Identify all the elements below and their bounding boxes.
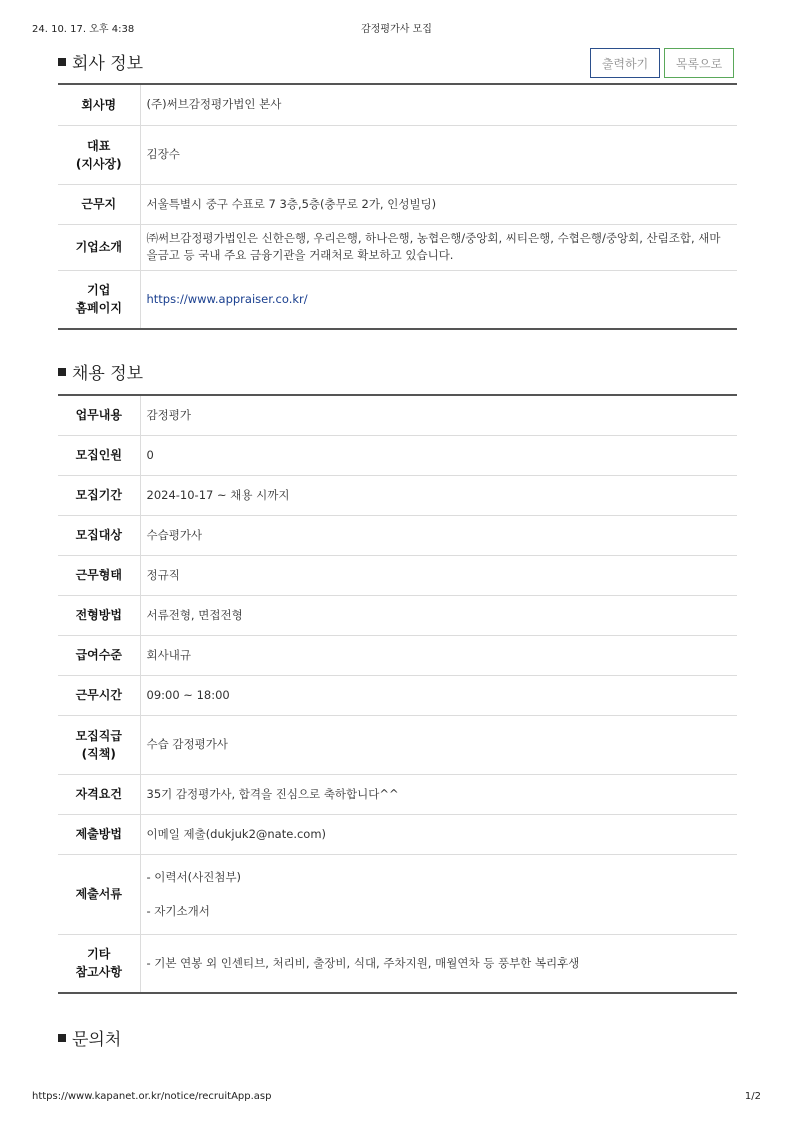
row-value: 이메일 제출(dukjuk2@nate.com) xyxy=(140,814,737,854)
homepage-cell xyxy=(140,270,737,329)
row-label: 모집기간 xyxy=(58,475,140,515)
contact-section-header xyxy=(58,1025,121,1050)
row-value: 감정평가 xyxy=(140,395,737,435)
row-label: 자격요건 xyxy=(58,774,140,814)
company-intro-value: ㈜써브감정평가법인은 신한은행, 우리은행, 하나은행, 농협은행/중앙회, 씨티은행, 수협은행/중앙회, 산림조합, 새마을금고 등 국내 주요 금융기관을 거래처로 확보하고 있습니다. xyxy=(140,224,737,270)
table-row xyxy=(58,515,737,555)
print-footer xyxy=(32,1091,761,1107)
contact-section-heading: 문의처 xyxy=(72,1030,122,1050)
table-row xyxy=(58,934,737,993)
row-label: 급여수준 xyxy=(58,635,140,675)
print-date: 24. 10. 17. 오후 4:38 xyxy=(32,24,135,35)
table-row xyxy=(58,84,737,125)
table-row xyxy=(58,435,737,475)
toolbar xyxy=(590,48,734,78)
recruit-info-table xyxy=(58,394,737,994)
row-label: 제출서류 xyxy=(58,854,140,934)
row-value: 회사내규 xyxy=(140,635,737,675)
row-value: 35기 감정평가사, 합격을 진심으로 축하합니다^^ xyxy=(140,774,737,814)
row-label: 모집인원 xyxy=(58,435,140,475)
row-value: 수습 감정평가사 xyxy=(140,715,737,774)
table-row xyxy=(58,184,737,224)
row-label: 근무지 xyxy=(58,184,140,224)
page-number: 1/2 xyxy=(744,1091,761,1102)
row-value: 정규직 xyxy=(140,555,737,595)
row-label: 제출방법 xyxy=(58,814,140,854)
work-location-value: 서울특별시 중구 수표로 7 3층,5층(충무로 2가, 인성빌딩) xyxy=(140,184,737,224)
homepage-link[interactable]: https://www.appraiser.co.kr/ xyxy=(146,291,308,306)
row-value: 09:00 ~ 18:00 xyxy=(140,675,737,715)
recruit-section-header xyxy=(58,359,143,384)
table-row xyxy=(58,475,737,515)
table-row xyxy=(58,270,737,329)
row-value: 수습평가사 xyxy=(140,515,737,555)
table-row xyxy=(58,635,737,675)
table-row xyxy=(58,774,737,814)
table-row xyxy=(58,395,737,435)
recruit-section-heading: 채용 정보 xyxy=(72,364,144,384)
table-row xyxy=(58,675,737,715)
row-label: 근무시간 xyxy=(58,675,140,715)
company-info-table xyxy=(58,83,737,330)
table-row xyxy=(58,224,737,270)
row-label: 기업소개 xyxy=(58,224,140,270)
table-row xyxy=(58,595,737,635)
back-to-list-button[interactable]: 목록으로 xyxy=(664,48,734,78)
square-bullet-icon xyxy=(58,58,66,66)
company-section-header xyxy=(58,49,143,74)
print-button[interactable]: 출력하기 xyxy=(590,48,660,78)
table-row xyxy=(58,854,737,934)
row-label: 기업 홈페이지 xyxy=(58,270,140,329)
square-bullet-icon xyxy=(58,368,66,376)
row-label: 대표 (지사장) xyxy=(58,125,140,184)
print-header xyxy=(32,20,761,36)
row-value: 2024-10-17 ~ 채용 시까지 xyxy=(140,475,737,515)
row-label: 기타 참고사항 xyxy=(58,934,140,993)
table-row xyxy=(58,555,737,595)
row-label: 업무내용 xyxy=(58,395,140,435)
row-label: 전형방법 xyxy=(58,595,140,635)
page-url: https://www.kapanet.or.kr/notice/recruitApp.asp xyxy=(32,1091,272,1102)
row-value: 서류전형, 면접전형 xyxy=(140,595,737,635)
square-bullet-icon xyxy=(58,1034,66,1042)
row-value: 0 xyxy=(140,435,737,475)
company-section-heading: 회사 정보 xyxy=(72,54,144,74)
table-row xyxy=(58,125,737,184)
table-row xyxy=(58,715,737,774)
row-label: 모집대상 xyxy=(58,515,140,555)
row-value: - 이력서(사진첨부) - 자기소개서 xyxy=(140,854,737,934)
table-row xyxy=(58,814,737,854)
company-name-value: (주)써브감정평가법인 본사 xyxy=(140,84,737,125)
print-title: 감정평가사 모집 xyxy=(361,24,432,35)
row-value: - 기본 연봉 외 인센티브, 처리비, 출장비, 식대, 주차지원, 매월연차 등 풍부한 복리후생 xyxy=(146,955,580,970)
row-label: 근무형태 xyxy=(58,555,140,595)
row-label: 회사명 xyxy=(58,84,140,125)
row-label: 모집직급 (직책) xyxy=(58,715,140,774)
representative-value: 김장수 xyxy=(140,125,737,184)
